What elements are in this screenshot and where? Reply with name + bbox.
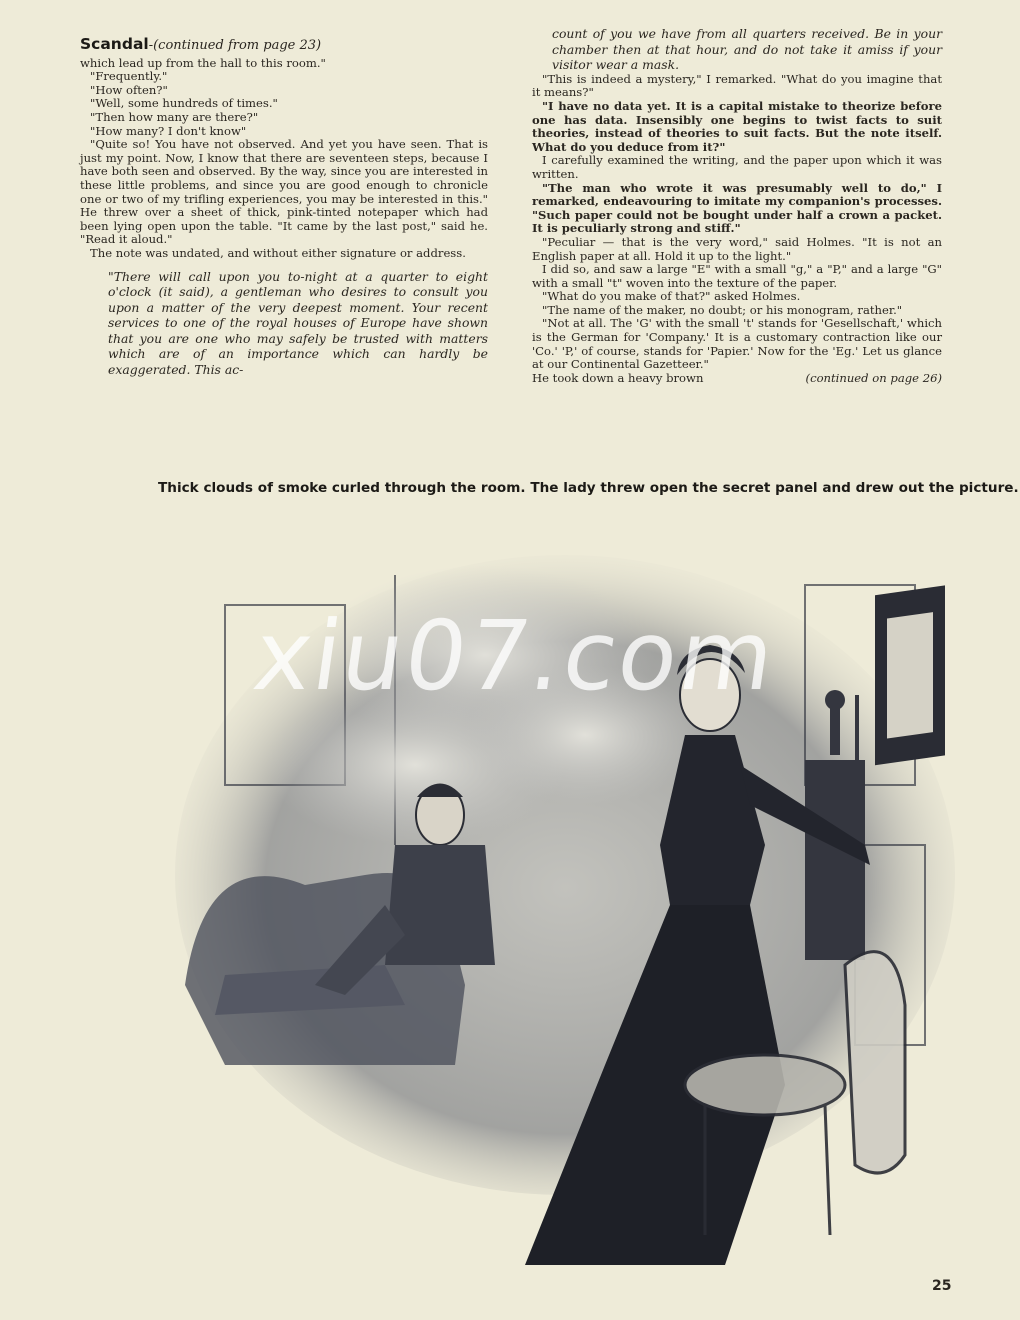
- continued-on: (continued on page 26): [805, 370, 942, 385]
- page-number: 25: [932, 1278, 952, 1294]
- paragraph: I carefully examined the writing, and the paper upon which it was written.: [532, 153, 942, 181]
- secret-panel: [875, 585, 945, 765]
- paragraph: "Not at all. The 'G' with the small 't' stands for 'Gesellschaft,' which is the German for 'Company.' It is a customary contraction like our 'Co.' 'P,' of course, stands for 'Papier.' Now for the 'Eg.' Let us glance at our Continental Gazetteer.": [532, 316, 942, 372]
- paragraph: which lead up from the hall to this room.": [80, 55, 326, 70]
- paragraph: "Then how many are there?": [90, 109, 259, 124]
- paragraph: "The man who wrote it was presumably well to do," I remarked, endeavouring to imitate my companion's processes. "Such paper could not be bought under half a crown a packet. It is peculiarly strong and stiff.": [532, 180, 942, 236]
- right-column: [532, 26, 942, 385]
- last-line: [532, 372, 942, 386]
- paragraph: "How often?": [90, 82, 168, 97]
- continued-from: -(continued from page 23): [148, 38, 322, 53]
- illustration-caption: Thick clouds of smoke curled through the room. The lady threw open the secret panel and drew out the picture.: [158, 480, 1019, 496]
- paragraph: "This is indeed a mystery," I remarked. "What do you imagine that it means?": [532, 71, 942, 100]
- letter-text-end: count of you we have from all quarters received. Be in your chamber then at that hour, and do not take it amiss if your visitor wear a mask.: [552, 26, 942, 73]
- watermark: xiu07.com: [247, 600, 783, 712]
- last-line-text: He took down a heavy brown: [532, 370, 704, 385]
- paragraph: "Peculiar — that is the very word," said Holmes. "It is not an English paper at all. Hold it up to the light.": [532, 234, 942, 263]
- paragraph: I did so, and saw a large "E" with a small "g," a "P," and a large "G" with a small "t" woven into the texture of the paper.: [532, 262, 942, 290]
- paragraph: The note was undated, and without either signature or address.: [90, 245, 466, 260]
- paragraph: "How many? I don't know": [90, 123, 247, 138]
- paragraph: "The name of the maker, no doubt; or his monogram, rather.": [542, 302, 903, 317]
- paragraph: "What do you make of that?" asked Holmes.: [542, 289, 801, 304]
- paragraph: "Frequently.": [90, 69, 168, 84]
- paragraph: "Quite so! You have not observed. And yet you have seen. That is just my point. Now, I know that there are seventeen steps, because I have both seen and observed. By the way, since you are interested in these little problems, and since you are good enough to chronicle one or two of my trifling experiences, you may be interested in this." He threw over a sheet of thick, pink-tinted notepaper which had been lying open upon the table. "It came by the last post," said he. "Read it aloud.": [80, 137, 488, 247]
- left-column: [80, 30, 488, 378]
- paragraph: "Well, some hundreds of times.": [90, 96, 278, 111]
- paragraph: "I have no data yet. It is a capital mistake to theorize before one has data. Insensibly one begins to twist facts to suit theories, instead of theories to suit facts. But the note itself. What do you deduce from it?": [532, 98, 942, 154]
- story-heading: [80, 35, 488, 53]
- story-title: Scandal: [80, 35, 149, 53]
- letter-text: "There will call upon you to-night at a quarter to eight o'clock (it said), a gentleman who desires to consult you upon a matter of the very deepest moment. Your recent services to one of the royal houses of Europe have shown that you are one who may safely be trusted with matters which are of an importance which can hardly be exaggerated. This ac-: [108, 268, 488, 378]
